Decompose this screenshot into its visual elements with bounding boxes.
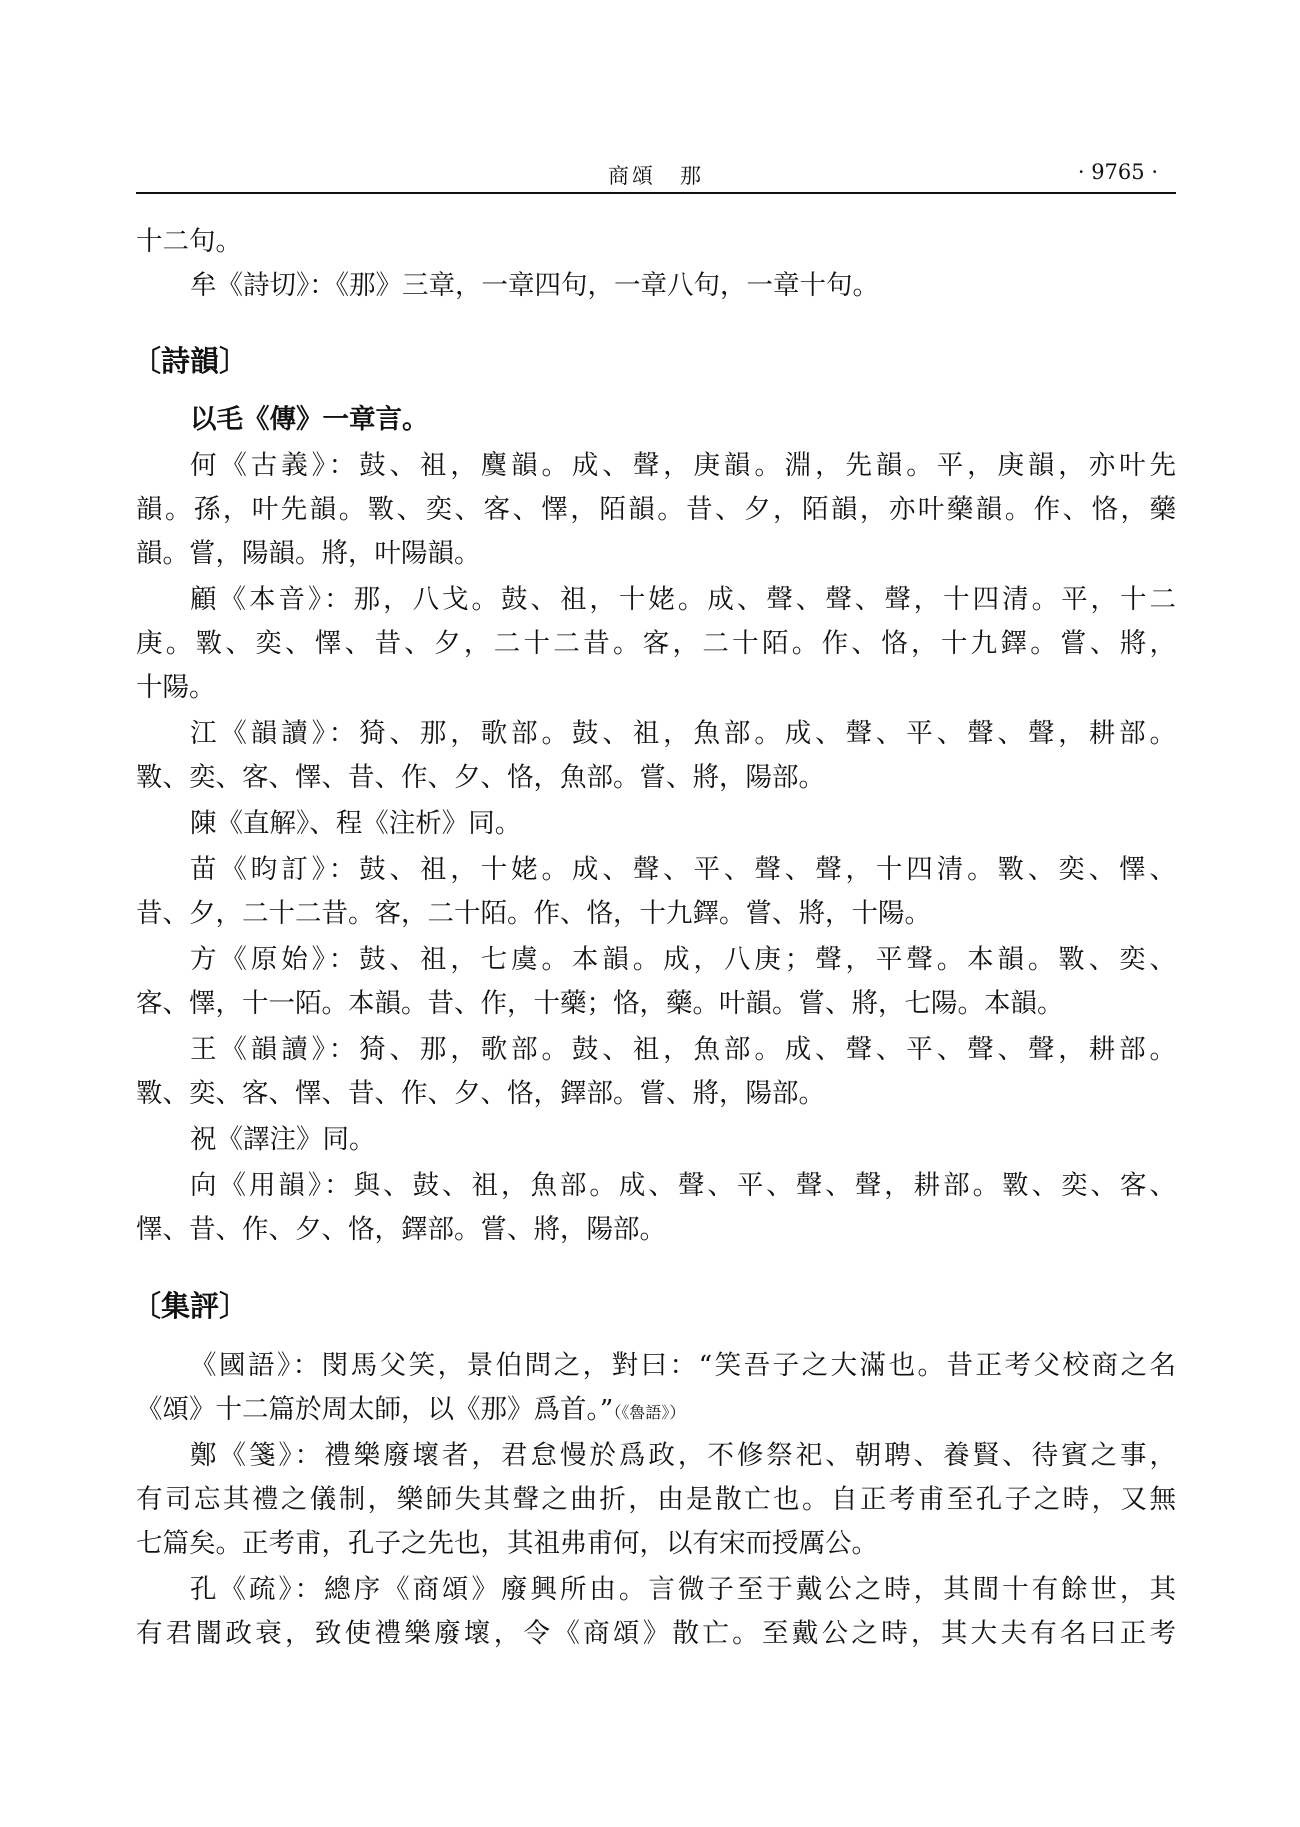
text-line: 《國語》：閔馬父笑，景伯問之，對曰：“笑吾子之大滿也。昔正考父校商之名 <box>190 1350 1176 1381</box>
text-line: 斁、奕、客、懌、昔、作、夕、恪，鐸部。嘗、將，陽部。 <box>136 1078 825 1109</box>
text-line: 牟《詩切》：《那》三章，一章四句，一章八句，一章十句。 <box>190 270 879 301</box>
text-fragment: 《頌》十二篇於周太師，以《那》爲首。” <box>136 1394 614 1425</box>
text-line: 陳《直解》、程《注析》同。 <box>190 808 522 839</box>
text-line <box>136 1392 685 1431</box>
text-line: 向《用韻》：與、鼓、祖，魚部。成、聲、平、聲、聲，耕部。斁、奕、客、 <box>190 1170 1176 1201</box>
text-line: 有司忘其禮之儀制，樂師失其聲之曲折，由是散亡也。自正考甫至孔子之時，又無 <box>136 1484 1176 1515</box>
text-line: 十陽。 <box>136 672 216 703</box>
text-line: 昔、夕，二十二昔。客，二十陌。作、恪，十九鐸。嘗、將，十陽。 <box>136 898 931 929</box>
text-line: 韻。嘗，陽韻。將，叶陽韻。 <box>136 538 481 569</box>
text-line: 苗《昀訂》：鼓、祖，十姥。成、聲、平、聲、聲，十四清。斁、奕、懌、 <box>190 854 1176 885</box>
text-line: 七篇矣。正考甫，孔子之先也，其祖弗甫何，以有宋而授厲公。 <box>136 1528 878 1559</box>
text-line: 鄭《箋》：禮樂廢壞者，君怠慢於爲政，不修祭祀、朝聘、養賢、待賓之事， <box>190 1440 1176 1471</box>
text-line: 王《韻讀》：猗、那，歌部。鼓、祖，魚部。成、聲、平、聲、聲，耕部。 <box>190 1034 1176 1065</box>
text-line: 有君闇政衰，致使禮樂廢壞，令《商頌》散亡。至戴公之時，其大夫有名曰正考 <box>136 1618 1176 1649</box>
text-line: 以毛《傳》一章言。 <box>190 404 429 435</box>
text-line: 孔《疏》：總序《商頌》廢興所由。言微子至于戴公之時，其間十有餘世，其 <box>190 1574 1176 1605</box>
text-line: 祝《譯注》同。 <box>190 1124 376 1155</box>
text-line: 十二句。 <box>136 226 242 257</box>
text-line: 斁、奕、客、懌、昔、作、夕、恪，魚部。嘗、將，陽部。 <box>136 762 825 793</box>
section-heading-jiping: 〔集評〕 <box>132 1289 249 1323</box>
text-line: 庚。斁、奕、懌、昔、夕，二十二昔。客，二十陌。作、恪，十九鐸。嘗、將， <box>136 628 1176 659</box>
text-line: 何《古義》：鼓、祖，麌韻。成、聲，庚韻。淵，先韻。平，庚韻，亦叶先 <box>190 450 1176 481</box>
text-line: 江《韻讀》：猗、那，歌部。鼓、祖，魚部。成、聲、平、聲、聲，耕部。 <box>190 718 1176 749</box>
source-note: （《魯語》） <box>613 1403 686 1422</box>
text-line: 懌、昔、作、夕、恪，鐸部。嘗、將，陽部。 <box>136 1214 666 1245</box>
text-line: 方《原始》：鼓、祖，七虞。本韻。成，八庚；聲，平聲。本韻。斁、奕、 <box>190 944 1176 975</box>
text-line: 韻。孫，叶先韻。斁、奕、客、懌，陌韻。昔、夕，陌韻，亦叶藥韻。作、恪，藥 <box>136 494 1176 525</box>
page-number: · 9765 · <box>1077 160 1158 184</box>
text-line: 客、懌，十一陌。本韻。昔、作，十藥；恪，藥。叶韻。嘗、將，七陽。本韻。 <box>136 988 1064 1019</box>
section-heading-shiyun: 〔詩韻〕 <box>132 344 249 378</box>
running-header <box>136 152 1176 194</box>
text-line: 顧《本音》：那，八戈。鼓、祖，十姥。成、聲、聲、聲，十四清。平，十二 <box>190 584 1176 615</box>
running-title: 商頌 那 <box>608 164 704 188</box>
